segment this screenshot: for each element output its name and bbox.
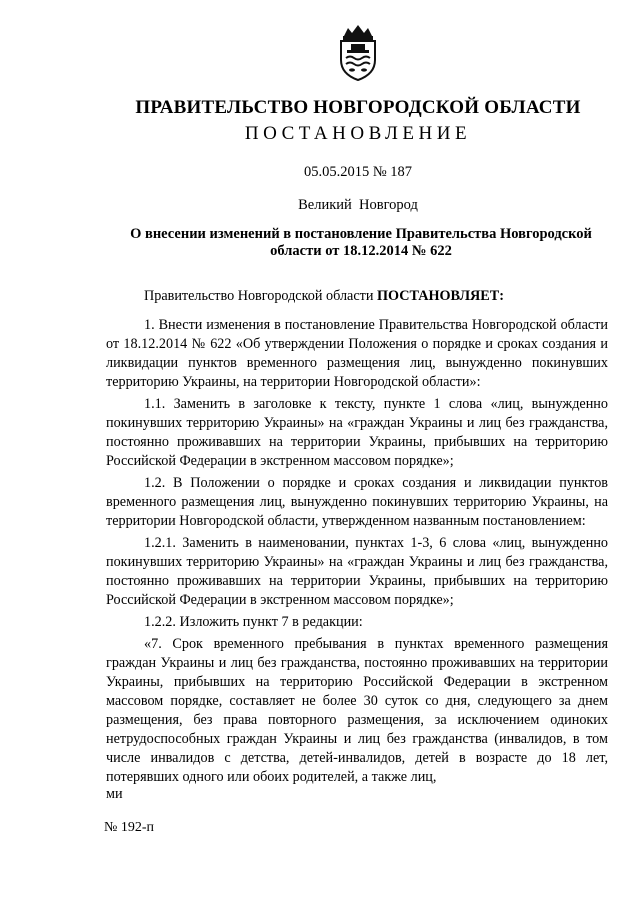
paragraph-7-continuation: ми — [106, 786, 123, 802]
subject-line-1: О внесении изменений в постановление Правительства Новгородской — [130, 226, 592, 242]
intro-paragraph — [106, 287, 608, 306]
novgorod-coat-of-arms-icon — [334, 22, 382, 82]
paragraph-7: «7. Срок временного пребывания в пунктах временного размещения граждан Украины и лиц без гражданства, постоянно проживавших на территории Украины, прибывших на территорию Российской Федерации в экстренном массовом порядке, составляет не более 30 суток со дня, следующего за днем размещения, без права повторного размещения, за исключением одиноких нетрудоспособных граждан Украины и лиц без гражданства (инвалидов, в том числе инвалидов с детства, детей-инвалидов, детей в возрасте до 18 лет, потерявших одного или обоих родителей, а также лиц, — [106, 636, 608, 785]
document-body — [106, 287, 608, 801]
subject-line-2: области от 18.12.2014 № 622 — [270, 243, 452, 259]
intro-text: Правительство Новгородской области — [144, 288, 377, 304]
intro-bold: ПОСТАНОВЛЯЕТ: — [376, 288, 504, 304]
document-city: Великий Новгород — [298, 197, 418, 213]
paragraph-1-2-1: 1.2.1. Заменить в наименовании, пунктах 1-3, 6 слова «лиц, вынужденно покинувших территорию Украины» на «граждан Украины и лиц без гражданства, постоянно проживавших на территории Украины, прибывших на территорию Российской Федерации в экстренном массовом порядке»; — [106, 535, 608, 608]
document-type: ПОСТАНОВЛЕНИЕ — [244, 123, 472, 144]
paragraph-1: 1. Внести изменения в постановление Правительства Новгородской области от 18.12.2014 № 622 «Об утверждении Положения о порядке и сроках создания и ликвидации пунктов временного размещения лиц, вынужденно покинувших территорию Украины, на территории Новгородской области»: — [106, 317, 608, 390]
document-subject — [118, 226, 604, 260]
paragraph-1-2-2: 1.2.2. Изложить пункт 7 в редакции: — [144, 614, 363, 630]
document-date-number: 05.05.2015 № 187 — [303, 164, 413, 180]
paragraph-1-2: 1.2. В Положении о порядке и сроках создания и ликвидации пунктов временного размещения лиц, вынужденно покинувших территорию Украины, на территории Новгородской области, утвержденном названным постановлением: — [106, 475, 608, 529]
organization-title: ПРАВИТЕЛЬСТВО НОВГОРОДСКОЙ ОБЛАСТИ — [135, 97, 581, 118]
document-code: № 192-п — [104, 820, 155, 835]
paragraph-1-1: 1.1. Заменить в заголовке к тексту, пункте 1 слова «лиц, вынужденно покинувших территорию Украины» на «граждан Украины и лиц без гражданства, постоянно проживавших на территории Украины, прибывших на территорию Российской Федерации в экстренном массовом порядке»; — [106, 396, 608, 469]
